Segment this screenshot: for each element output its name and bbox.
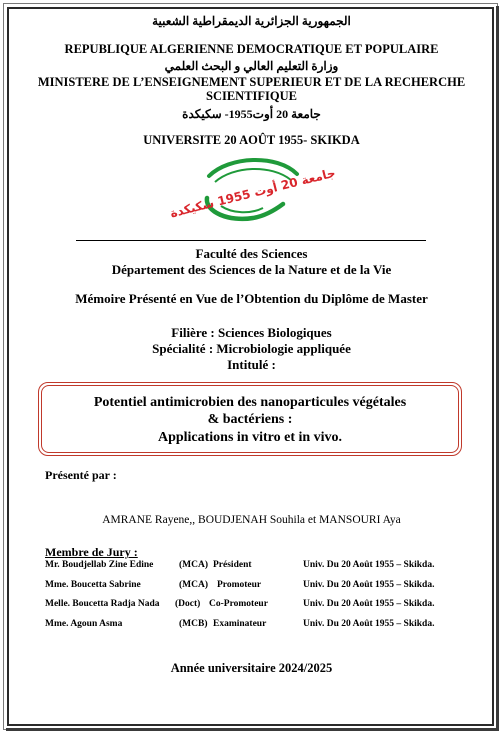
thesis-title-line-2: & bactériens : [207, 412, 293, 427]
jury-row [45, 619, 475, 633]
university-logo [168, 154, 337, 226]
jury-member-role: Promoteur [217, 580, 262, 590]
jury-member-grade: (MCA) [179, 560, 209, 570]
jury-member-affiliation: Univ. Du 20 Août 1955 – Skikda. [303, 599, 435, 609]
intitule-line: Intitulé : [227, 357, 276, 372]
jury-member-affiliation: Univ. Du 20 Août 1955 – Skikda. [303, 619, 435, 629]
jury-member-role: Examinateur [213, 619, 267, 629]
specialite-value: : Microbiologie appliquée [205, 341, 351, 356]
memoire-line: Mémoire Présenté en Vue de l’Obtention du Diplôme de Master [75, 291, 428, 306]
thesis-title-line-1: Potentiel antimicrobien des nanoparticules végétales [93, 395, 407, 410]
specialite-label: Spécialité [152, 341, 206, 356]
jury-member-grade: (MCB) [179, 619, 208, 629]
arabic-university-line: جامعة 20 أوت1955- سكيكدة [182, 107, 321, 121]
jury-member-grade: (Doct) [175, 599, 201, 609]
jury-row [45, 560, 475, 574]
faculty-name: Faculté des Sciences [195, 246, 308, 261]
thesis-title-line-3: Applications in vitro et in vivo. [157, 430, 343, 445]
jury-member-name: Mme. Agoun Asma [45, 619, 123, 629]
jury-member-name: Melle. Boucetta Radja Nada [45, 599, 160, 609]
jury-row [45, 580, 475, 594]
department-name: Département des Sciences de la Nature et de la Vie [111, 262, 392, 277]
jury-member-affiliation: Univ. Du 20 Août 1955 – Skikda. [303, 560, 435, 570]
presented-by-label: Présenté par : [45, 468, 117, 482]
logo-arabic-text: جامعة 20 أوت 1955 سكيكدة [168, 165, 337, 221]
jury-member-role: Co-Promoteur [209, 599, 268, 609]
republic-line: REPUBLIQUE ALGERIENNE DEMOCRATIQUE ET POPULAIRE [64, 42, 439, 56]
arabic-ministry-line: وزارة التعليم العالي و البحث العلمي [164, 59, 339, 73]
frame-shadow-bottom [6, 728, 499, 731]
authors-line: AMRANE Rayene,, BOUDJENAH Souhila et MANSOURI Aya [102, 514, 401, 526]
ministry-line-1: MINISTERE DE L’ENSEIGNEMENT SUPERIEUR ET DE LA RECHERCHE [37, 75, 466, 89]
jury-row [45, 599, 475, 613]
jury-member-affiliation: Univ. Du 20 Août 1955 – Skikda. [303, 580, 435, 590]
thesis-title-box [38, 382, 462, 456]
ministry-line-2: SCIENTIFIQUE [206, 89, 297, 103]
jury-member-name: Mr. Boudjellab Zine Edine [45, 560, 154, 570]
academic-year: Année universitaire 2024/2025 [170, 661, 333, 675]
jury-member-grade: (MCA) [179, 580, 209, 590]
horizontal-rule [76, 240, 426, 241]
jury-member-name: Mme. Boucetta Sabrine [45, 580, 141, 590]
jury-member-role: Président [213, 560, 252, 570]
university-line: UNIVERSITE 20 AOÛT 1955- SKIKDA [143, 133, 360, 147]
filiere-line: Filière : Sciences Biologiques [171, 325, 332, 340]
jury-label: Membre de Jury : [45, 545, 138, 559]
arabic-republic-line: الجمهورية الجزائرية الديمقراطية الشعبية [152, 14, 351, 28]
specialite-line [0, 341, 503, 357]
